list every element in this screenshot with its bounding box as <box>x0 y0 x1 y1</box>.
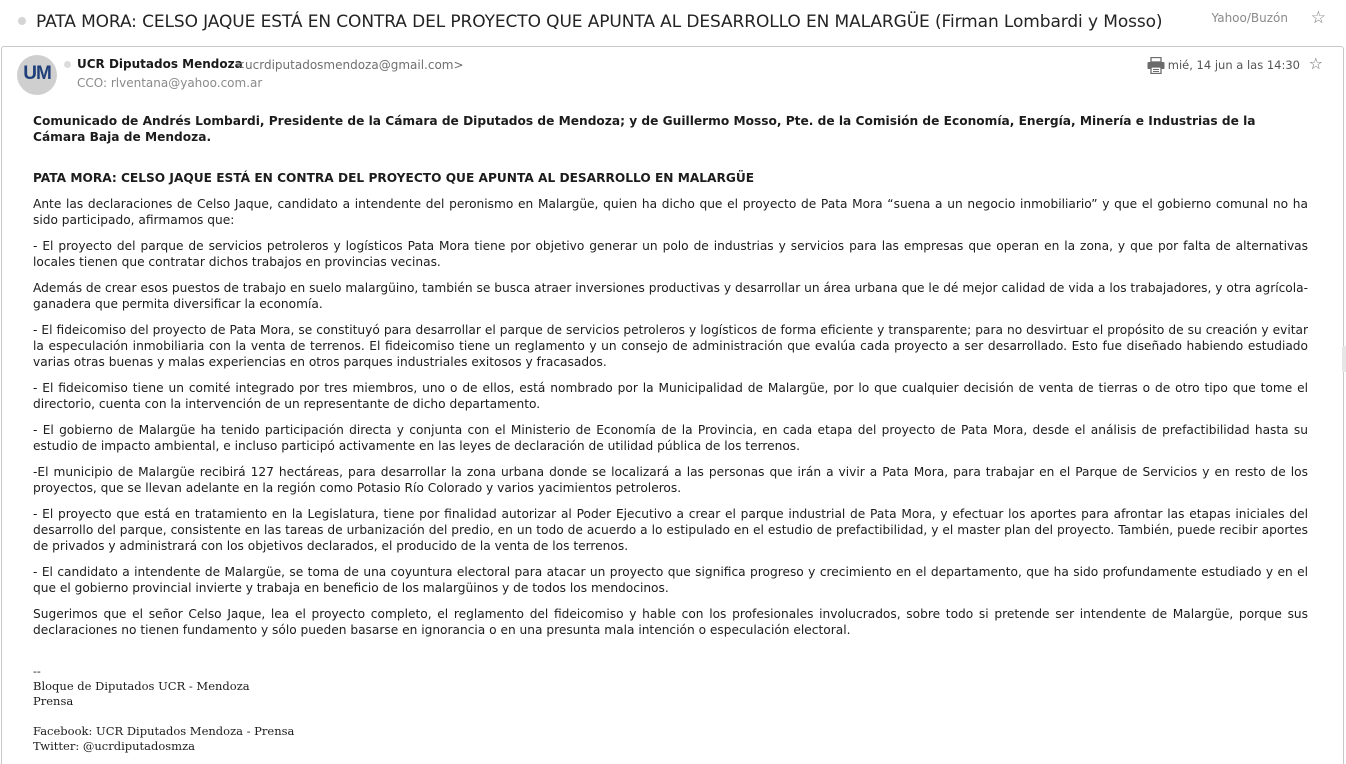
avatar[interactable] <box>17 55 57 95</box>
body-paragraph: Además de crear esos puestos de trabajo en suelo malargüino, también se busca atraer inversiones productivas y desarrollar un área urbana que le dé mejor calidad de vida a los trabajadores, y otra agrícola-ganadera que permita diversificar la economía. <box>33 281 1308 311</box>
body-paragraph: Sugerimos que el señor Celso Jaque, lea el proyecto completo, el reglamento del fideicomiso y hable con los profesionales involucrados, sobre todo si pretende ser intendente de Malargüe, porque sus declaraciones no tienen fundamento y sólo pueden basarse en ignorancia o en una presunta mala intención o especulación electoral. <box>33 607 1308 637</box>
subject-title: PATA MORA: CELSO JAQUE ESTÁ EN CONTRA DEL PROYECTO QUE APUNTA AL DESARROLLO EN MALARGÜE (Firman Lombardi y Mosso) <box>36 12 1163 32</box>
unread-dot[interactable] <box>18 17 26 25</box>
avatar-initials: UM <box>23 63 51 84</box>
message-star-icon[interactable]: ☆ <box>1308 54 1323 73</box>
signature-line: Bloque de Diputados UCR - Mendoza <box>33 679 250 693</box>
signature-separator: -- <box>33 664 41 678</box>
body-paragraph: - El candidato a intendente de Malargüe, se toma de una coyuntura electoral para atacar un proyecto que significa progreso y crecimiento en el departamento, que ha sido profundamente estudiado y en el que el gobierno provincial invierte y trabaja en beneficio de los malargüinos y de todos los mendocinos. <box>33 565 1308 595</box>
message-date: mié, 14 jun a las 14:30 <box>1167 58 1300 72</box>
folder-label[interactable]: Yahoo/Buzón <box>1211 11 1288 25</box>
body-paragraph: -El municipio de Malargüe recibirá 127 hectáreas, para desarrollar la zona urbana donde se localizará a las personas que irán a vivir a Pata Mora, para trabajar en el Parque de Servicios y en resto de los proyectos, que se llevan adelante en la región como Potasio Río Colorado y varios yacimientos petroleros. <box>33 465 1308 495</box>
body-paragraph: - El proyecto que está en tratamiento en la Legislatura, tiene por finalidad autorizar al Poder Ejecutivo a crear el parque industrial de Pata Mora, y efectuar los aportes para afrontar las etapas iniciales del desarrollo del parque, consistente en las tareas de urbanización del predio, en un todo de acuerdo a lo estipulado en el estudio de prefactibilidad, y el master plan del proyecto. También, puede recibir aportes de privados y administrará con los objetivos declarados, el producido de la venta de los terrenos. <box>33 507 1308 553</box>
signature-twitter: Twitter: @ucrdiputadosmza <box>33 739 195 753</box>
signature <box>33 664 294 754</box>
message-body <box>33 113 1308 648</box>
headline: PATA MORA: CELSO JAQUE ESTÁ EN CONTRA DEL PROYECTO QUE APUNTA AL DESARROLLO EN MALARGÜE <box>33 171 755 185</box>
sender-status-dot <box>64 61 71 68</box>
sender-email[interactable]: <ucrdiputadosmendoza@gmail.com> <box>235 58 464 72</box>
signature-line: Prensa <box>33 694 74 708</box>
body-paragraph: - El fideicomiso del proyecto de Pata Mora, se constituyó para desarrollar el parque de servicios petroleros y logísticos de forma eficiente y transparente; para no desvirtuar el propósito de su creación y evitar la especulación inmobiliaria con la venta de terrenos. El fideicomiso tiene un reglamento y un consejo de administración que evalúa cada proyecto a ser desarrollado. Esto fue diseñado habiendo estudiado varias otras buenas y malas experiencias en otros parques industriales exitosos y fracasados. <box>33 323 1308 369</box>
cc-recipients[interactable]: CCO: rlventana@yahoo.com.ar <box>77 76 263 90</box>
body-paragraph: Ante las declaraciones de Celso Jaque, candidato a intendente del peronismo en Malargüe, quien ha dicho que el proyecto de Pata Mora “suena a un negocio inmobiliario” y que el gobierno comunal no ha sido participado, afirmamos que: <box>33 197 1308 227</box>
signature-gap <box>33 709 294 724</box>
sender-name[interactable]: UCR Diputados Mendoza <box>77 57 243 71</box>
signature-facebook: Facebook: UCR Diputados Mendoza - Prensa <box>33 724 295 738</box>
intro-paragraph: Comunicado de Andrés Lombardi, Presidente de la Cámara de Diputados de Mendoza; y de Guillermo Mosso, Pte. de la Comisión de Economía, Energía, Minería e Industrias de la Cámara Baja de Mendoza. <box>33 114 1256 144</box>
printer-icon[interactable] <box>1147 57 1165 74</box>
subject-bar <box>0 0 1346 44</box>
body-paragraph: - El gobierno de Malargüe ha tenido participación directa y conjunta con el Ministerio de Economía de la Provincia, en cada etapa del proyecto de Pata Mora, desde el análisis de prefactibilidad hasta su estudio de impacto ambiental, e incluso participó activamente en las leyes de declaración de utilidad pública de los terrenos. <box>33 423 1308 453</box>
star-icon[interactable]: ☆ <box>1310 8 1326 28</box>
body-paragraph: - El fideicomiso tiene un comité integrado por tres miembros, uno o de ellos, está nombrado por la Municipalidad de Malargüe, por lo que cualquier decisión de venta de tierras o de otro tipo que tome el directorio, cuenta con la intervención de un representante de dicho departamento. <box>33 381 1308 411</box>
side-panel-handle[interactable] <box>1342 346 1346 372</box>
body-paragraph: - El proyecto del parque de servicios petroleros y logísticos Pata Mora tiene por objetivo generar un polo de industrias y servicios para las empresas que operan en la zona, y que por falta de alternativas locales tienen que contratar dichos trabajos en provincias vecinas. <box>33 239 1308 269</box>
